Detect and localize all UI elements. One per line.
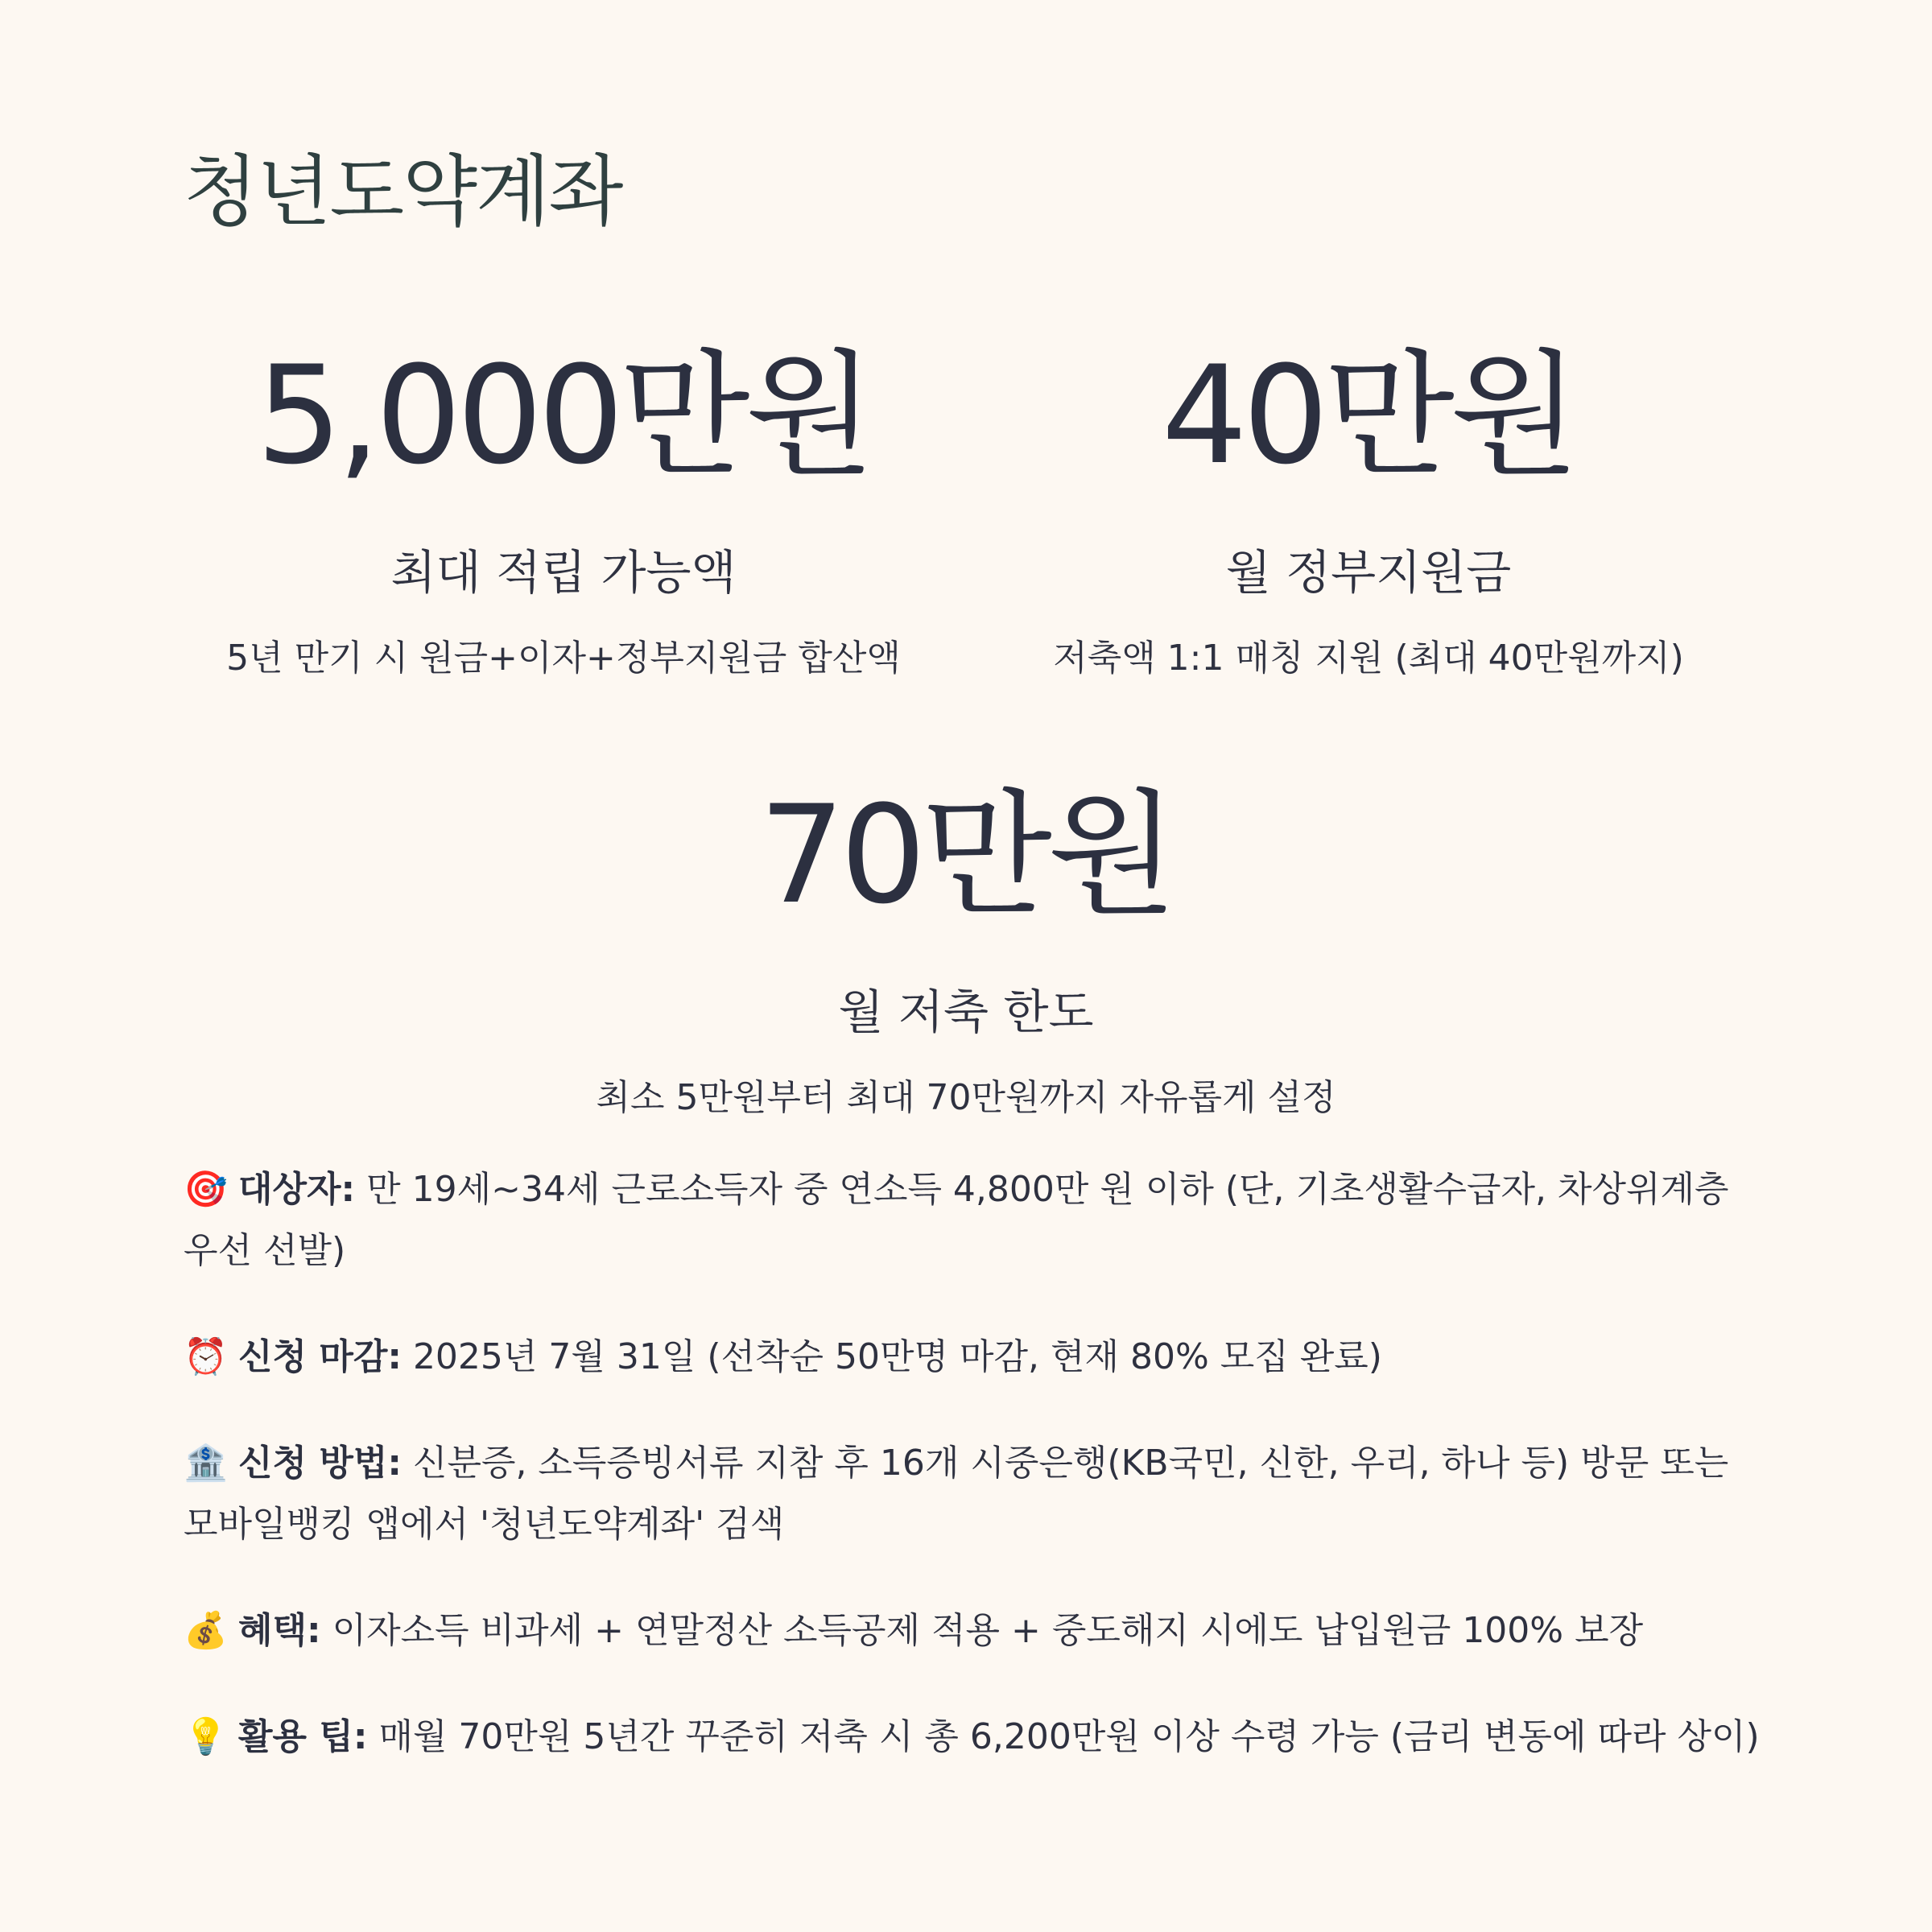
info-list bbox=[184, 1159, 1761, 1813]
stat-value: 5,000만원 bbox=[256, 336, 871, 494]
stat-monthly-limit bbox=[483, 0, 1449, 1116]
page-title: 청년도약계좌 bbox=[184, 147, 622, 237]
info-item-benefits bbox=[184, 1600, 1761, 1662]
money-bag-icon: 💰 bbox=[184, 1610, 228, 1651]
info-text: 이자소득 비과세 + 연말정산 소득공제 적용 + 중도해지 시에도 납입원금 100% 보장 bbox=[332, 1610, 1644, 1651]
info-text: 매월 70만원 5년간 꾸준히 저축 시 총 6,200만원 이상 수령 가능 (금리 변동에 따라 상이) bbox=[378, 1716, 1760, 1757]
info-label: 혜택: bbox=[238, 1610, 321, 1651]
target-icon: 🎯 bbox=[184, 1169, 228, 1210]
stat-description: 저축액 1:1 매칭 지원 (최대 40만원까지) bbox=[1053, 638, 1684, 679]
stat-value: 40만원 bbox=[1161, 336, 1576, 494]
info-label: 신청 방법: bbox=[238, 1443, 402, 1484]
stat-value: 70만원 bbox=[758, 776, 1174, 934]
stat-description: 5년 만기 시 원금+이자+정부지원금 합산액 bbox=[226, 638, 901, 679]
stat-label: 월 정부지원금 bbox=[1225, 545, 1512, 600]
info-item-method bbox=[184, 1433, 1761, 1555]
info-item-tip bbox=[184, 1707, 1761, 1768]
info-text: 신분증, 소득증빙서류 지참 후 16개 시중은행(KB국민, 신한, 우리, 하나 등) 방문 또는 모바일뱅킹 앱에서 '청년도약계좌' 검색 bbox=[184, 1443, 1729, 1545]
stat-label: 월 저축 한도 bbox=[838, 985, 1094, 1039]
bank-icon: 🏦 bbox=[184, 1443, 228, 1484]
info-item-target bbox=[184, 1159, 1761, 1282]
stat-label: 최대 적립 가능액 bbox=[390, 545, 737, 600]
info-text: 만 19세~34세 근로소득자 중 연소득 4,800만 원 이하 (단, 기초생활수급자, 차상위계층 우선 선발) bbox=[184, 1169, 1729, 1271]
info-label: 신청 마감: bbox=[238, 1336, 402, 1377]
stat-description: 최소 5만원부터 최대 70만원까지 자유롭게 설정 bbox=[596, 1077, 1336, 1118]
info-label: 활용 팁: bbox=[238, 1716, 368, 1757]
alarm-clock-icon: ⏰ bbox=[184, 1336, 228, 1377]
light-bulb-icon: 💡 bbox=[184, 1716, 228, 1757]
info-label: 대상자: bbox=[238, 1169, 356, 1210]
info-text: 2025년 7월 31일 (선착순 50만명 마감, 현재 80% 모집 완료) bbox=[412, 1336, 1382, 1377]
info-item-deadline bbox=[184, 1327, 1761, 1388]
